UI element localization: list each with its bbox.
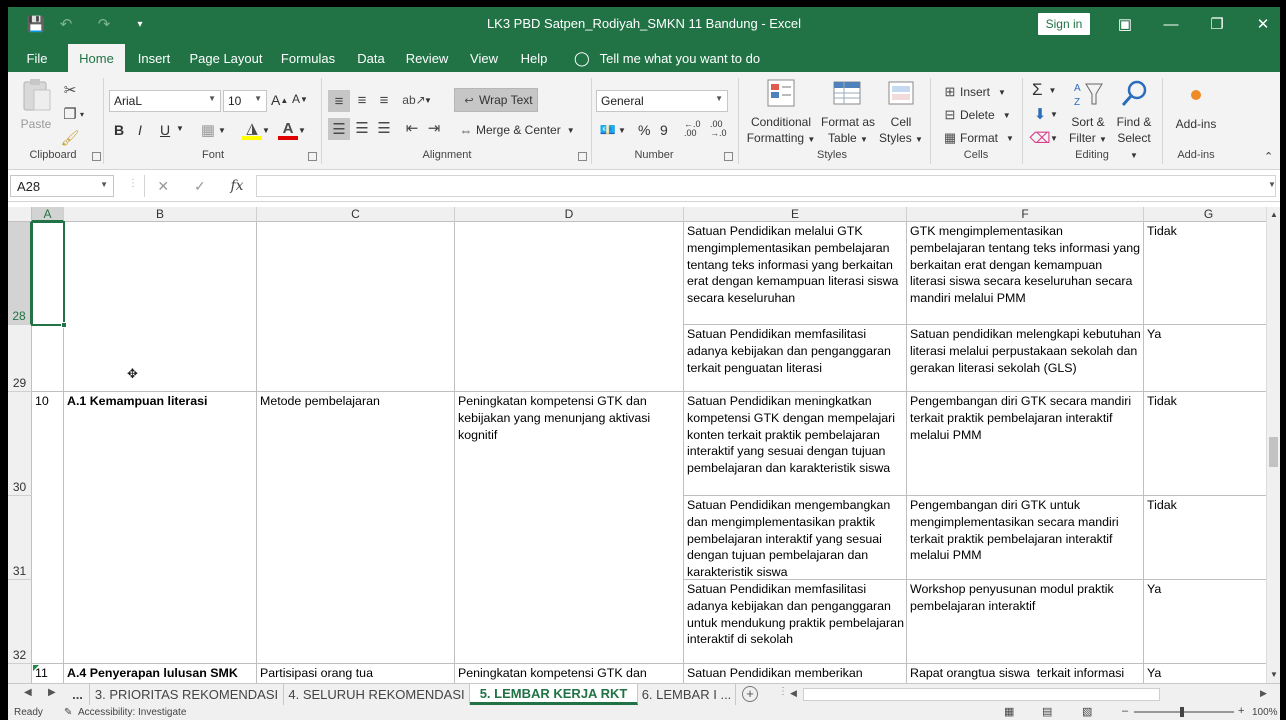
align-right-icon[interactable]: ☰ (377, 120, 391, 137)
chevron-down-icon: ▼ (100, 180, 108, 189)
cell-b33[interactable]: A.4 Penyerapan lulusan SMK (64, 664, 257, 704)
chevron-down-icon: ▼ (208, 94, 216, 103)
wrap-text-button[interactable] (454, 88, 538, 112)
vertical-scrollbar[interactable] (1266, 207, 1280, 683)
sort-filter-button[interactable] (1066, 78, 1110, 148)
minimize-icon[interactable]: — (1163, 15, 1179, 33)
conditional-formatting-label: Conditional (750, 115, 812, 129)
cut-icon[interactable]: ✂ (63, 82, 77, 99)
scroll-right-icon[interactable]: ▶ (1260, 688, 1267, 698)
enter-icon[interactable]: ✓ (193, 177, 206, 194)
font-name-value: AriaL (114, 94, 143, 108)
find-select-label: Find & (1116, 115, 1152, 129)
increase-indent-icon[interactable]: ⇥ (427, 120, 441, 137)
number-format-value: General (601, 94, 644, 108)
row-header[interactable]: 29 (8, 325, 32, 392)
merge-center-button[interactable]: ⇔ Merge & Center ▼ (456, 120, 575, 140)
increase-decimal-icon[interactable]: ←.0 .00 (684, 119, 701, 138)
tab-formulas[interactable]: Formulas (280, 50, 336, 66)
page-break-view-icon[interactable]: ▧ (1082, 706, 1093, 718)
merge-center-label: Merge & Center (476, 123, 561, 137)
chevron-down-icon: ▼ (254, 94, 262, 103)
cell-styles-label: Cell (890, 115, 912, 129)
magnifier-icon (1118, 78, 1150, 110)
paste-button[interactable] (20, 78, 52, 132)
ribbon-separator (738, 78, 739, 164)
zoom-out-icon[interactable]: – (1122, 705, 1129, 717)
wrap-text-label: Wrap Text (479, 93, 533, 107)
font-name-combo[interactable] (109, 90, 221, 112)
bold-button[interactable]: B (114, 122, 125, 138)
ribbon-separator (103, 78, 104, 164)
increase-font-icon[interactable]: A ▲ (271, 92, 289, 108)
cell-e28[interactable]: Satuan Pendidikan melalui GTK mengimplementasikan pembelajaran tentang teks informasi yang berkaitan erat dengan kemampuan literasi siswa secara keseluruhan (684, 222, 907, 325)
tab-home[interactable]: Home (68, 44, 125, 72)
font-size-value: 10 (228, 94, 242, 108)
cell-f33[interactable]: Rapat orangtua siswa terkait informasi (907, 664, 1144, 704)
align-bottom-icon[interactable]: ≡ (379, 91, 389, 109)
expand-formula-bar-icon[interactable]: ▼ (1268, 180, 1276, 189)
cell-b28[interactable] (64, 222, 257, 392)
comma-style-button[interactable]: 9 (660, 122, 668, 138)
format-as-table-icon (832, 78, 864, 110)
editing-group-label: Editing (1075, 149, 1109, 161)
name-box-value: A28 (17, 178, 41, 194)
format-painter-icon[interactable]: 🖌 (60, 130, 80, 147)
cell-e30[interactable]: Satuan Pendidikan meningkatkan kompetensi GTK dengan mempelajari konten terkait praktik pembelajaran interaktif yang sesuai dengan tujuan pembelajaran dan karakteristik siswa (684, 392, 907, 496)
alignment-launcher-icon[interactable] (578, 152, 587, 161)
row-header[interactable]: 32 (8, 580, 32, 664)
lightbulb-icon: ◯ (574, 49, 590, 66)
merge-icon: ⇔ (459, 122, 473, 138)
cell-c28[interactable] (257, 222, 455, 392)
cell-c30[interactable]: Metode pembelajaran (257, 392, 455, 664)
add-ins-button[interactable] (1168, 80, 1224, 132)
italic-button[interactable]: I (138, 122, 142, 138)
copy-icon[interactable]: ❐ ▾ (63, 106, 85, 123)
tab-help[interactable]: Help (520, 50, 548, 66)
clear-icon[interactable]: ⌫ ▼ (1029, 130, 1058, 147)
underline-button[interactable]: U (160, 122, 171, 138)
row-header[interactable]: 28 (8, 222, 32, 325)
cell-a29[interactable] (32, 325, 64, 392)
cell-b30[interactable]: A.1 Kemampuan literasi (64, 392, 257, 664)
cell-e29[interactable]: Satuan Pendidikan memfasilitasi adanya kebijakan dan penganggaran terkait penguatan literasi (684, 325, 907, 392)
borders-icon[interactable]: ▦ ▼ (200, 122, 226, 139)
horizontal-scrollbar[interactable] (803, 688, 1160, 701)
cell-d30[interactable]: Peningkatan kompetensi GTK dan kebijakan yang menunjang aktivasi kognitif (455, 392, 684, 664)
cell-g32[interactable]: Ya (1144, 580, 1274, 664)
chevron-down-icon[interactable]: ▼ (176, 124, 184, 133)
formula-bar (8, 172, 1280, 202)
cancel-icon[interactable]: ✕ (157, 177, 170, 194)
cell-d33[interactable]: Peningkatan kompetensi GTK dan (455, 664, 684, 704)
accessibility-status[interactable]: Accessibility: Investigate (78, 707, 187, 718)
tab-review[interactable]: Review (405, 50, 449, 66)
tab-file[interactable]: File (26, 50, 48, 66)
page-layout-view-icon[interactable]: ▤ (1042, 706, 1053, 718)
format-cells-icon: ▦ (943, 130, 957, 145)
undo-icon[interactable]: ↶ (59, 16, 73, 33)
clipboard-group-label: Clipboard (29, 149, 77, 161)
column-header-c[interactable]: C (257, 207, 455, 222)
excel-window (8, 7, 1280, 720)
scroll-down-icon[interactable]: ▼ (1270, 670, 1278, 679)
fill-icon[interactable]: ⬇ ▼ (1033, 106, 1058, 123)
format-as-table-button[interactable] (818, 78, 878, 148)
status-bar (8, 705, 1280, 720)
column-header-f[interactable]: F (907, 207, 1144, 222)
cell-g30[interactable]: Tidak (1144, 392, 1274, 496)
tab-page-layout[interactable]: Page Layout (189, 50, 263, 66)
tab-insert[interactable]: Insert (137, 50, 171, 66)
sheet-tab-lembar-kerja-rkt[interactable]: 5. LEMBAR KERJA RKT (470, 684, 638, 705)
cell-f32[interactable]: Workshop penyusunan modul praktik pembelajaran interaktif (907, 580, 1144, 664)
clipboard-icon (20, 78, 52, 110)
decrease-decimal-icon[interactable]: .00 →.0 (710, 119, 727, 138)
error-indicator-icon (33, 665, 39, 671)
chevron-down-icon: ▼ (715, 94, 723, 103)
align-center-icon[interactable]: ☰ (355, 120, 369, 137)
sheet-tab-seluruh[interactable]: 4. SELURUH REKOMENDASI (284, 684, 470, 705)
svg-text:Z: Z (1074, 97, 1081, 108)
window-title: LK3 PBD Satpen_Rodiyah_SMKN 11 Bandung - Excel (486, 16, 802, 31)
number-format-combo[interactable] (596, 90, 728, 112)
conditional-formatting-label-2: Formatting ▼ (746, 131, 816, 145)
column-header-g[interactable]: G (1144, 207, 1274, 222)
cell-styles-icon (885, 78, 917, 110)
row-header[interactable]: 31 (8, 496, 32, 580)
sort-filter-icon (1072, 78, 1104, 110)
cells-group-label: Cells (963, 149, 989, 161)
collapse-ribbon-icon[interactable]: ⌃ (1264, 151, 1274, 163)
scroll-up-icon[interactable]: ▲ (1270, 210, 1278, 219)
row-header[interactable]: 30 (8, 392, 32, 496)
add-ins-label: Add-ins (1175, 117, 1217, 131)
accessibility-icon[interactable]: ✎ (64, 707, 73, 718)
format-cells-button[interactable]: ▦ Format ▼ (940, 128, 1014, 148)
vertical-scroll-thumb[interactable] (1269, 437, 1278, 467)
styles-group-label: Styles (817, 149, 847, 161)
cell-cursor-icon: ✥ (127, 366, 138, 381)
title-bar (8, 7, 1280, 41)
sort-filter-label-2: Filter ▼ (1069, 131, 1107, 145)
decrease-indent-icon[interactable]: ⇤ (405, 120, 419, 137)
tell-me-search[interactable] (574, 44, 760, 72)
delete-cells-button[interactable]: ⊟ Delete ▼ (940, 105, 1011, 125)
column-header-d[interactable]: D (455, 207, 684, 222)
ribbon (8, 72, 1280, 170)
formula-input[interactable] (256, 175, 1276, 197)
cell-c33[interactable]: Partisipasi orang tua (257, 664, 455, 704)
select-all-corner[interactable] (8, 207, 32, 222)
formula-bar-grip-icon: ⋮ (128, 178, 138, 189)
scroll-sheets-right-icon[interactable]: ▶ (48, 687, 56, 698)
alignment-group-label: Alignment (422, 149, 472, 161)
cell-f28[interactable]: GTK mengimplementasikan pembelajaran tentang teks informasi yang berkaitan erat dengan kemampuan literasi siswa secara keseluruhan secara mandiri melalui PMM (907, 222, 1144, 325)
cell-f29[interactable]: Satuan pendidikan melengkapi kebutuhan literasi melalui perpustakaan sekolah dan gerakan literasi sekolah (GLS) (907, 325, 1144, 392)
add-ins-icon (1180, 80, 1212, 110)
cell-f30[interactable]: Pengembangan diri GTK secara mandiri terkait praktik pembelajaran interaktif melalui PMM (907, 392, 1144, 496)
insert-cells-button[interactable]: ⊞ Insert ▼ (940, 82, 1006, 102)
align-top-icon[interactable]: ≡ (328, 90, 350, 112)
cell-e32[interactable]: Satuan Pendidikan memfasilitasi adanya kebijakan dan penganggaran untuk mendukung praktik pembelajaran interaktif di sekolah (684, 580, 907, 664)
zoom-slider-thumb[interactable] (1180, 707, 1184, 717)
cell-d28[interactable] (455, 222, 684, 392)
zoom-in-icon[interactable]: + (1238, 705, 1245, 717)
ribbon-separator (1022, 78, 1023, 164)
ribbon-separator (1162, 78, 1163, 164)
sheet-tab-prioritas[interactable]: 3. PRIORITAS REKOMENDASI (90, 684, 284, 705)
cell-styles-label-2: Styles ▼ (879, 131, 923, 145)
formula-buttons (144, 175, 256, 197)
paste-label: Paste (20, 117, 52, 131)
worksheet-grid[interactable] (8, 207, 1266, 683)
cell-e33[interactable]: Satuan Pendidikan memberikan (684, 664, 907, 704)
column-header-e[interactable]: E (684, 207, 907, 222)
cell-g28[interactable]: Tidak (1144, 222, 1274, 325)
insert-label: Insert (960, 85, 991, 99)
format-as-table-label: Format as (820, 115, 875, 129)
format-as-table-label-2: Table ▼ (828, 131, 868, 145)
tab-split-grip-icon[interactable]: ⋮ (778, 686, 788, 697)
ribbon-separator (591, 78, 592, 164)
number-group-label: Number (634, 149, 674, 161)
insert-cells-icon: ⊞ (944, 84, 956, 99)
find-select-label-2: Select ▼ (1117, 131, 1151, 160)
cell-g33[interactable]: Ya (1144, 664, 1274, 704)
accounting-format-icon[interactable]: 💶 ▼ (599, 122, 626, 137)
sort-filter-label: Sort & (1071, 115, 1105, 129)
svg-text:A: A (1074, 83, 1081, 94)
zoom-slider[interactable] (1134, 711, 1234, 713)
wrap-text-icon: ↩ (464, 94, 474, 107)
tell-me-label: Tell me what you want to do (599, 50, 761, 66)
ribbon-separator (930, 78, 931, 164)
cell-g31[interactable]: Tidak (1144, 496, 1274, 580)
font-size-combo[interactable] (223, 90, 267, 112)
sheet-tab-more[interactable]: ... (66, 684, 90, 705)
status-ready: Ready (14, 707, 43, 718)
add-ins-group-label: Add-ins (1177, 149, 1215, 161)
conditional-formatting-button[interactable] (746, 78, 816, 148)
conditional-formatting-icon (765, 78, 797, 110)
ribbon-display-options-icon[interactable]: ▣ (1117, 16, 1133, 33)
tab-view[interactable]: View (470, 50, 498, 66)
cell-a28[interactable] (32, 222, 64, 325)
align-middle-icon[interactable]: ≡ (357, 91, 367, 109)
font-color-icon[interactable]: A ▼ (278, 120, 306, 140)
zoom-level[interactable]: 100% (1252, 707, 1278, 718)
column-header-a[interactable]: A (32, 207, 64, 222)
cell-a33[interactable]: 11 (32, 664, 64, 704)
save-icon[interactable]: 💾 (26, 16, 46, 33)
decrease-font-icon[interactable]: A ▼ (292, 92, 308, 106)
insert-function-icon[interactable]: fx (230, 178, 244, 194)
format-label: Format (960, 131, 999, 145)
ribbon-tabs (8, 41, 1280, 72)
cell-e31[interactable]: Satuan Pendidikan mengembangkan dan mengimplementasikan praktik pembelajaran interaktif yang sesuai dengan tujuan pembelajaran dan karakteristik siswa (684, 496, 907, 580)
delete-label: Delete (960, 108, 995, 122)
fill-color-icon[interactable]: ◮ ▼ (242, 120, 270, 140)
sign-in-button[interactable]: Sign in (1038, 13, 1090, 35)
clipboard-launcher-icon[interactable] (92, 152, 101, 161)
column-header-b[interactable]: B (64, 207, 257, 222)
customize-qat-icon[interactable]: ▾ (137, 18, 143, 30)
cell-g29[interactable]: Ya (1144, 325, 1274, 392)
font-launcher-icon[interactable] (308, 152, 317, 161)
percent-style-button[interactable]: % (638, 122, 651, 138)
scroll-left-icon[interactable]: ◀ (790, 688, 797, 698)
number-launcher-icon[interactable] (724, 152, 733, 161)
tab-data[interactable]: Data (357, 50, 385, 66)
restore-icon[interactable]: ❐ (1210, 16, 1224, 33)
align-left-icon[interactable]: ☰ (328, 118, 350, 140)
sheet-tab-bar (8, 683, 1280, 705)
scroll-sheets-left-icon[interactable]: ◀ (24, 687, 32, 698)
delete-cells-icon: ⊟ (944, 107, 956, 122)
sheet-tab-lembar[interactable]: 6. LEMBAR I ... (638, 684, 736, 705)
autosum-icon[interactable]: Σ ▼ (1032, 80, 1057, 99)
close-icon[interactable]: ✕ (1256, 16, 1270, 33)
normal-view-icon[interactable]: ▦ (1004, 706, 1015, 718)
cell-f31[interactable]: Pengembangan diri GTK untuk mengimplementasikan secara mandiri terkait praktik pembelajaran interaktif melalui PMM (907, 496, 1144, 580)
add-sheet-icon[interactable]: + (742, 686, 758, 702)
cell-styles-button[interactable] (878, 78, 924, 148)
font-group-label: Font (201, 149, 224, 161)
orientation-icon[interactable]: ab↗ ▼ (402, 93, 432, 107)
cell-a30[interactable]: 10 (32, 392, 64, 664)
redo-icon[interactable]: ↷ (97, 16, 111, 33)
name-box[interactable] (10, 175, 114, 197)
